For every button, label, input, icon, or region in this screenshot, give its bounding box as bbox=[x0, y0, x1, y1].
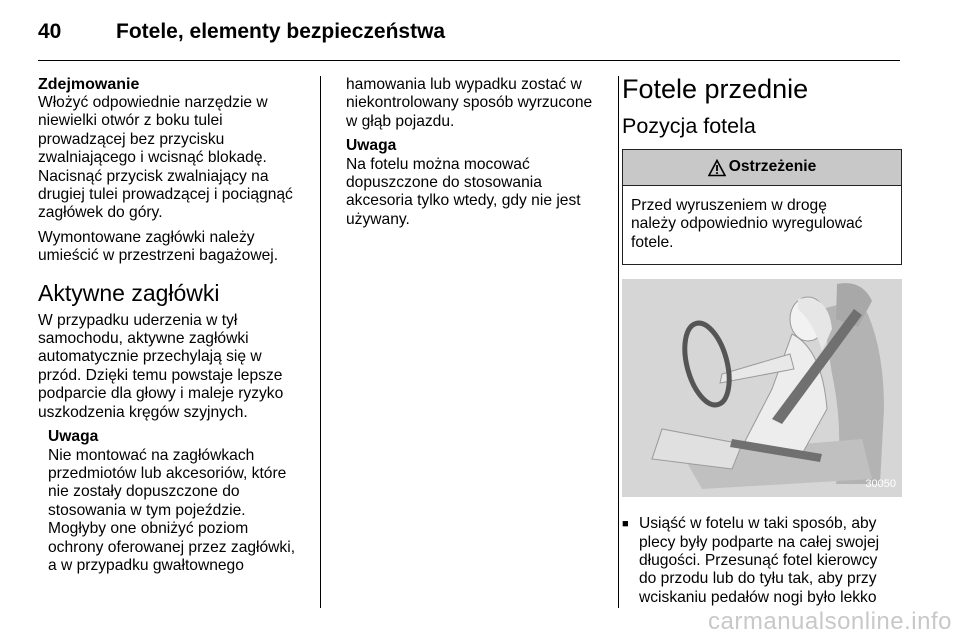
watermark: carmanualsonline.info bbox=[708, 608, 952, 635]
warning-box bbox=[622, 149, 902, 265]
warning-body: Przed wyruszeniem w drogę należy odpowiednio wyregulować fotele. bbox=[631, 197, 863, 251]
note-block-2 bbox=[346, 137, 608, 229]
note-label: Uwaga bbox=[48, 428, 99, 446]
subsection-heading: Pozycja fotela bbox=[622, 114, 756, 138]
note-label: Uwaga bbox=[346, 137, 397, 155]
chapter-title: Fotele, elementy bezpieczeństwa bbox=[116, 20, 446, 43]
removal-heading: Zdejmowanie bbox=[38, 76, 140, 93]
seat-position-illustration bbox=[622, 279, 902, 497]
continued-note-text: hamowania lub wypadku zostać w niekontrolowany sposób wyrzucone w głąb pojazdu. bbox=[346, 76, 593, 130]
note-text: Nie montować na zagłówkach przedmiotów lub akcesoriów, które nie zostały dopuszczone do stosowania w tym pojeździe. Mogłyby one obniżyć poziom ochrony oferowanej przez zagłówki, a w przypadku gwałtownego bbox=[48, 446, 296, 574]
removal-paragraph-1: Włożyć odpowiednie narzędzie w niewielki otwór z boku tulei prowadzącej bez przycisku zwalniającego i wcisnąć blokadę. Nacisnąć przycisk zwalniający na drugiej tulei prowadzącej i pociągnąć zagłówek do góry. bbox=[38, 94, 293, 222]
page-number: 40 bbox=[38, 20, 62, 43]
removal-paragraph-2: Wymontowane zagłówki należy umieścić w przestrzeni bagażowej. bbox=[38, 228, 279, 265]
warning-triangle-icon bbox=[708, 159, 726, 177]
warning-title: Ostrzeżenie bbox=[728, 158, 817, 176]
column-divider-2 bbox=[618, 76, 619, 608]
bullet-text: Usiąść w fotelu w taki sposób, aby plecy były podparte na całej swojej długości. Przesunąć fotel kierowcy do przodu lub do tyłu tak, aby przy wciskaniu pedałów nogi było lekko bbox=[639, 515, 880, 606]
column-1 bbox=[38, 76, 310, 575]
column-3 bbox=[622, 76, 902, 607]
header-divider bbox=[38, 60, 900, 61]
section-heading: Fotele przednie bbox=[622, 74, 809, 104]
square-bullet-icon: ■ bbox=[622, 518, 629, 531]
note-block-1 bbox=[38, 428, 310, 575]
active-headrests-heading: Aktywne zagłówki bbox=[38, 279, 220, 306]
note-text: Na fotelu można mocować dopuszczone do stosowania akcesoria tylko wtedy, gdy nie jest używany. bbox=[346, 155, 581, 228]
page-header bbox=[38, 20, 445, 48]
bullet-item bbox=[622, 515, 902, 607]
active-headrests-paragraph: W przypadku uderzenia w tył samochodu, aktywne zagłówki automatycznie przechylają się w przód. Dzięki temu powstaje lepsze podparcie dla głowy i maleje ryzyko uszkodzenia kręgów szyjnych. bbox=[38, 311, 284, 421]
column-2 bbox=[346, 76, 608, 229]
column-divider-1 bbox=[320, 76, 321, 608]
warning-header bbox=[623, 150, 901, 186]
figure-number: 30050 bbox=[865, 477, 896, 490]
